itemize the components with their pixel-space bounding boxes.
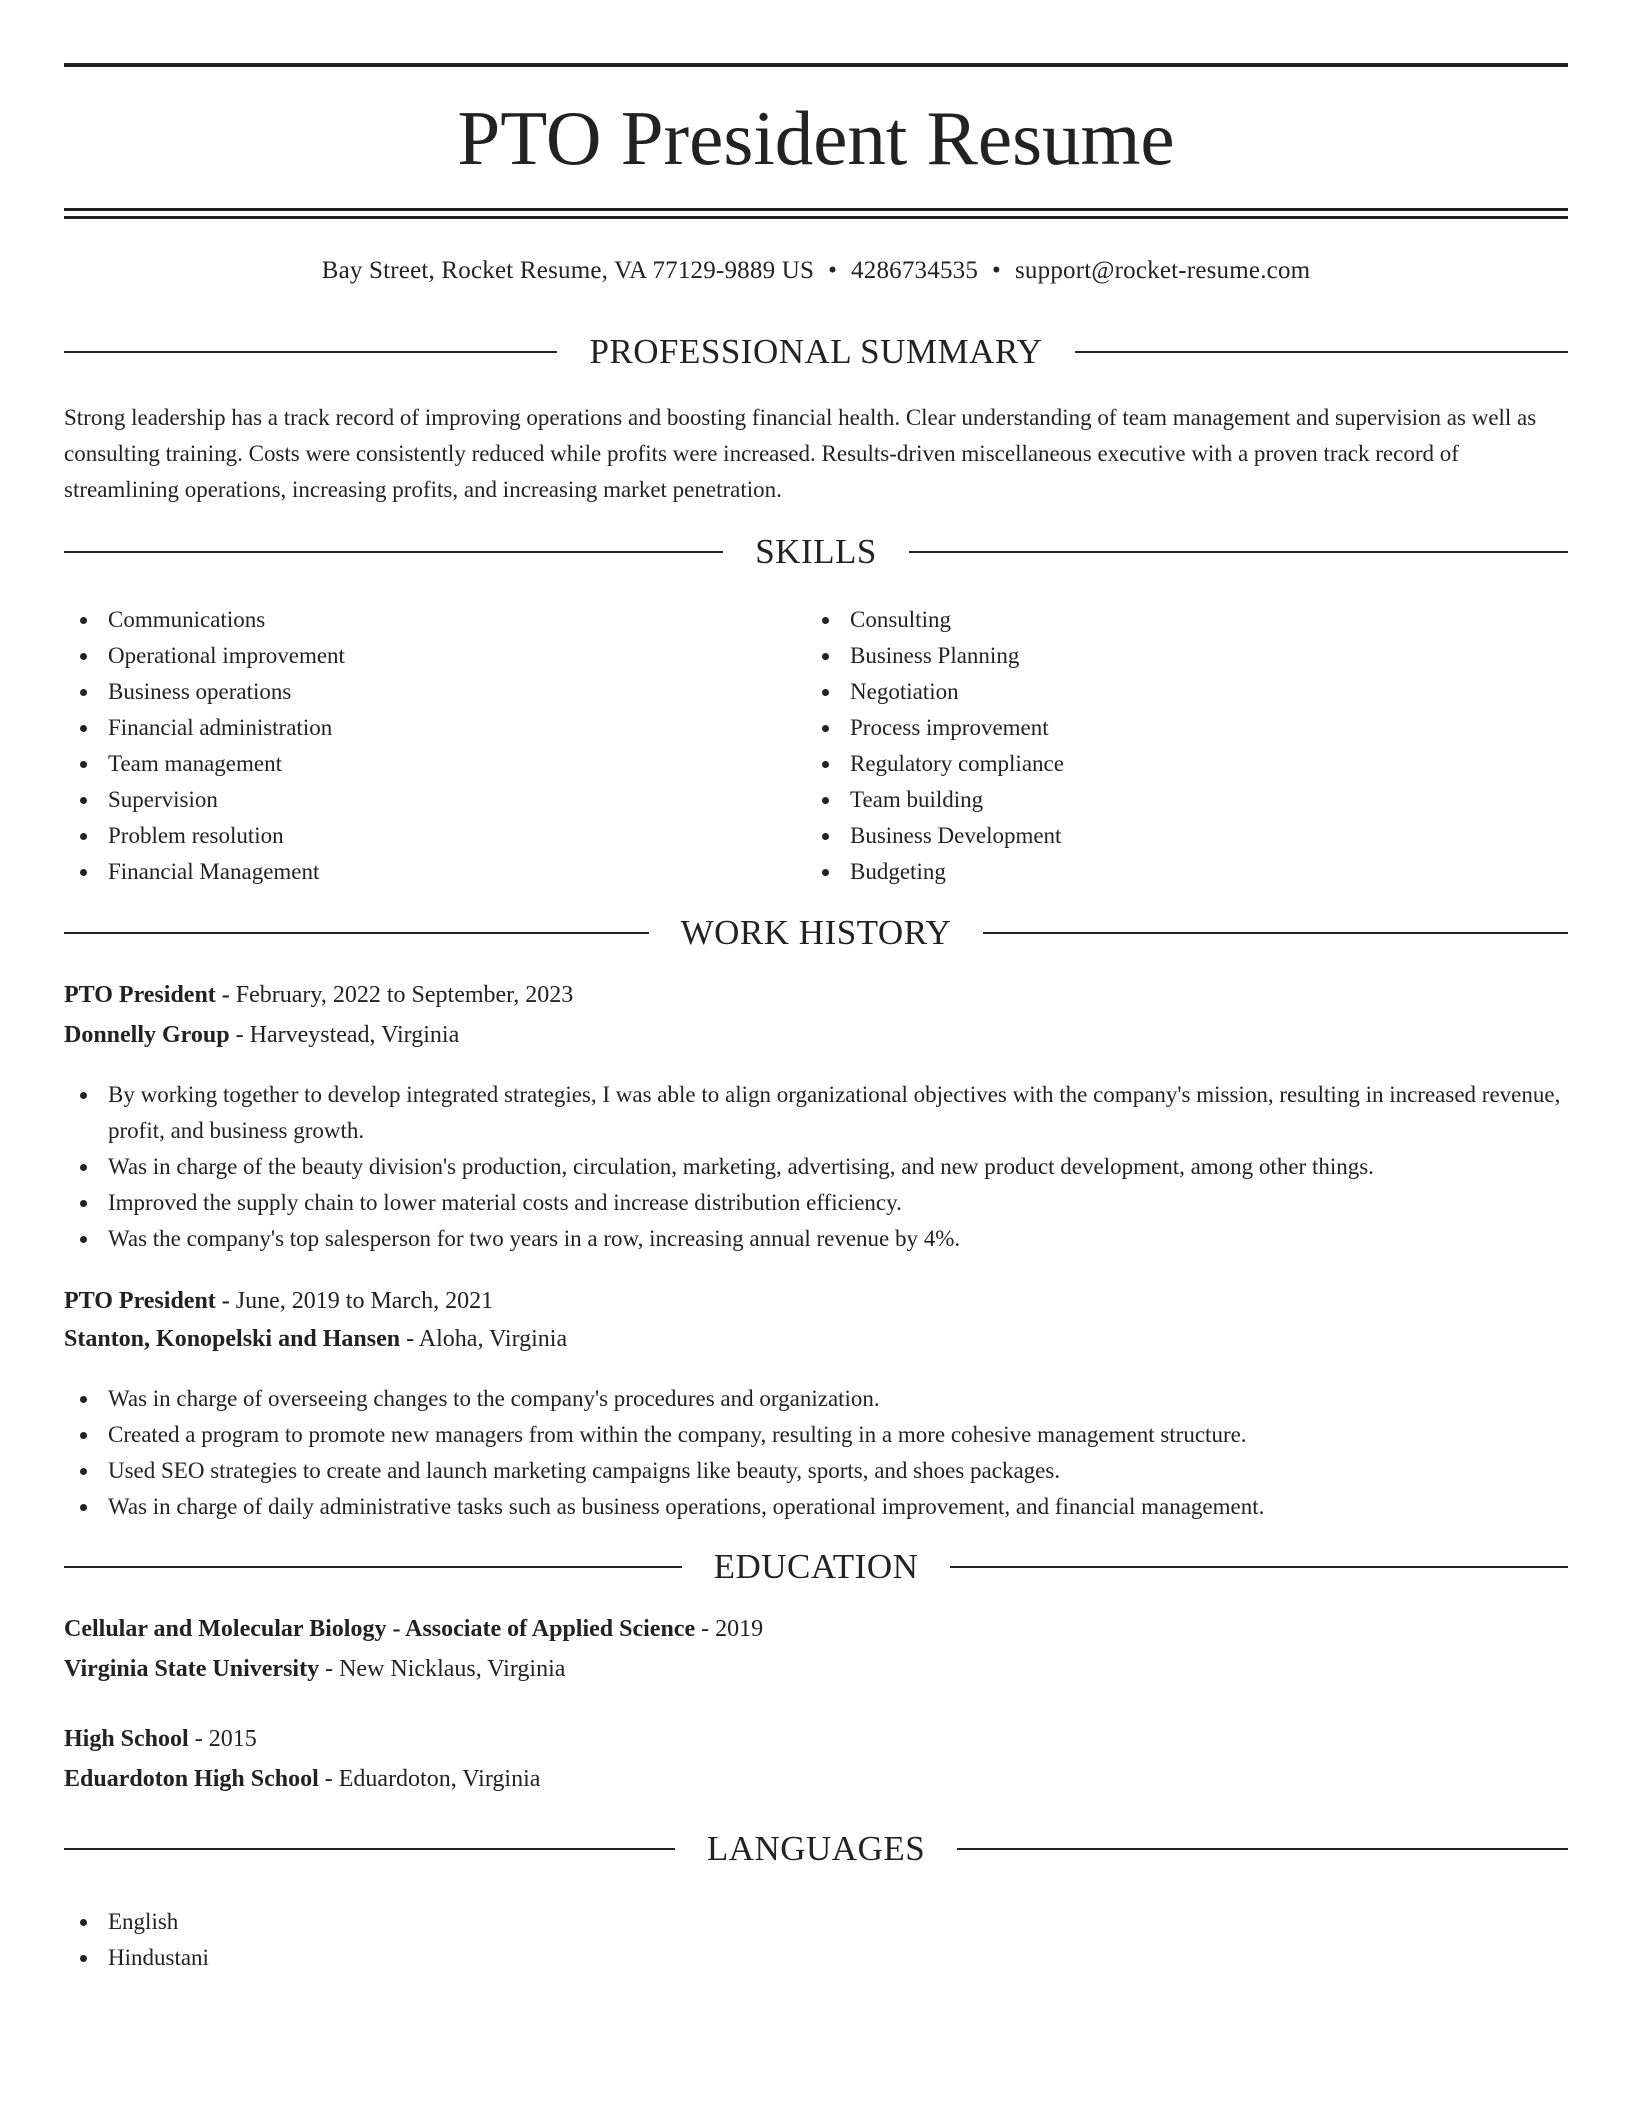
job-bullet: By working together to develop integrated strategies, I was able to align organizational objectives with the company's mission, resulting in increased revenue, profit, and business growth.: [64, 1077, 1568, 1149]
skill-item: Business operations: [64, 674, 764, 710]
job-dates: June, 2019 to March, 2021: [235, 1288, 494, 1314]
skills-list-right: [806, 602, 1506, 890]
education-location: New Nicklaus, Virginia: [339, 1656, 566, 1682]
skill-item: Consulting: [806, 602, 1506, 638]
job-location: Harveystead, Virginia: [249, 1022, 460, 1048]
contact-phone: 4286734535: [851, 257, 979, 284]
top-rule: [64, 63, 1568, 67]
education-degree-line: Cellular and Molecular Biology - Associate of Applied Science - 2019: [64, 1616, 764, 1642]
contact-email: support@rocket-resume.com: [1015, 257, 1311, 284]
skills-list-left: [64, 602, 764, 890]
skill-item: Negotiation: [806, 674, 1506, 710]
job-company: Stanton, Konopelski and Hansen: [64, 1326, 401, 1352]
job-bullets: [64, 1077, 1568, 1257]
job-company-line: Donnelly Group - Harveystead, Virginia: [64, 1022, 460, 1048]
contact-separator: •: [992, 257, 1001, 284]
skill-item: Business Planning: [806, 638, 1506, 674]
skill-item: Process improvement: [806, 710, 1506, 746]
professional-summary-text: Strong leadership has a track record of improving operations and boosting financial health. Clear understanding of team management and supervision as well as consulting training. Costs were consistently reduced while profits were increased. Results-driven miscellaneous executive with a proven track record of streamlining operations, increasing profits, and increasing market penetration.: [64, 405, 1537, 502]
title-double-rule: [64, 208, 1568, 219]
job-company: Donnelly Group: [64, 1022, 230, 1048]
skill-item: Business Development: [806, 818, 1506, 854]
job-dates: February, 2022 to September, 2023: [235, 982, 574, 1008]
job-bullet: Was in charge of overseeing changes to the company's procedures and organization.: [64, 1381, 1568, 1417]
skill-item: Team building: [806, 782, 1506, 818]
section-heading-education: [64, 1545, 1568, 1589]
job-bullets: [64, 1381, 1568, 1525]
language-item: English: [64, 1904, 664, 1940]
resume-title: PTO President Resume: [457, 95, 1175, 181]
job-title-line: PTO President - June, 2019 to March, 2021: [64, 1288, 494, 1314]
job-bullet: Was in charge of daily administrative tasks such as business operations, operational improvement, and financial management.: [64, 1489, 1568, 1525]
skill-item: Financial administration: [64, 710, 764, 746]
job-location: Aloha, Virginia: [418, 1326, 568, 1352]
job-title-line: PTO President - February, 2022 to September, 2023: [64, 982, 574, 1008]
job-company-line: Stanton, Konopelski and Hansen - Aloha, Virginia: [64, 1326, 568, 1352]
skill-item: Team management: [64, 746, 764, 782]
job-bullet: Created a program to promote new managers from within the company, resulting in a more cohesive management structure.: [64, 1417, 1568, 1453]
section-title-summary: PROFESSIONAL SUMMARY: [589, 332, 1043, 371]
skill-item: Operational improvement: [64, 638, 764, 674]
languages-list: [64, 1904, 664, 1976]
skill-item: Supervision: [64, 782, 764, 818]
education-degree: High School: [64, 1726, 189, 1752]
contact-separator: •: [828, 257, 838, 284]
contact-line: [64, 254, 1568, 288]
section-heading-work: [64, 911, 1568, 955]
education-school: Eduardoton High School: [64, 1766, 319, 1792]
education-degree-line: High School - 2015: [64, 1726, 257, 1752]
section-heading-skills: [64, 530, 1568, 574]
education-degree: Cellular and Molecular Biology - Associate of Applied Science: [64, 1616, 696, 1642]
skill-item: Regulatory compliance: [806, 746, 1506, 782]
education-school: Virginia State University: [64, 1656, 320, 1682]
education-year: 2019: [715, 1616, 764, 1642]
job-bullet: Was in charge of the beauty division's production, circulation, marketing, advertising, and new product development, among other things.: [64, 1149, 1568, 1185]
job-title: PTO President: [64, 982, 216, 1008]
section-heading-summary: [64, 330, 1568, 374]
skill-item: Problem resolution: [64, 818, 764, 854]
skill-item: Budgeting: [806, 854, 1506, 890]
section-title-education: EDUCATION: [713, 1547, 919, 1586]
skill-item: Communications: [64, 602, 764, 638]
education-location: Eduardoton, Virginia: [338, 1766, 541, 1792]
education-school-line: Eduardoton High School - Eduardoton, Virginia: [64, 1766, 541, 1792]
section-title-skills: SKILLS: [755, 532, 877, 571]
contact-address: Bay Street, Rocket Resume, VA 77129-9889 US: [321, 257, 815, 284]
section-title-work: WORK HISTORY: [680, 913, 952, 952]
job-title: PTO President: [64, 1288, 216, 1314]
job-bullet: Used SEO strategies to create and launch marketing campaigns like beauty, sports, and shoes packages.: [64, 1453, 1568, 1489]
section-title-languages: LANGUAGES: [706, 1829, 926, 1868]
job-bullet: Improved the supply chain to lower material costs and increase distribution efficiency.: [64, 1185, 1568, 1221]
education-year: 2015: [208, 1726, 257, 1752]
skill-item: Financial Management: [64, 854, 764, 890]
job-bullet: Was the company's top salesperson for two years in a row, increasing annual revenue by 4%.: [64, 1221, 1568, 1257]
language-item: Hindustani: [64, 1940, 664, 1976]
education-school-line: Virginia State University - New Nicklaus, Virginia: [64, 1656, 566, 1682]
section-heading-languages: [64, 1827, 1568, 1871]
